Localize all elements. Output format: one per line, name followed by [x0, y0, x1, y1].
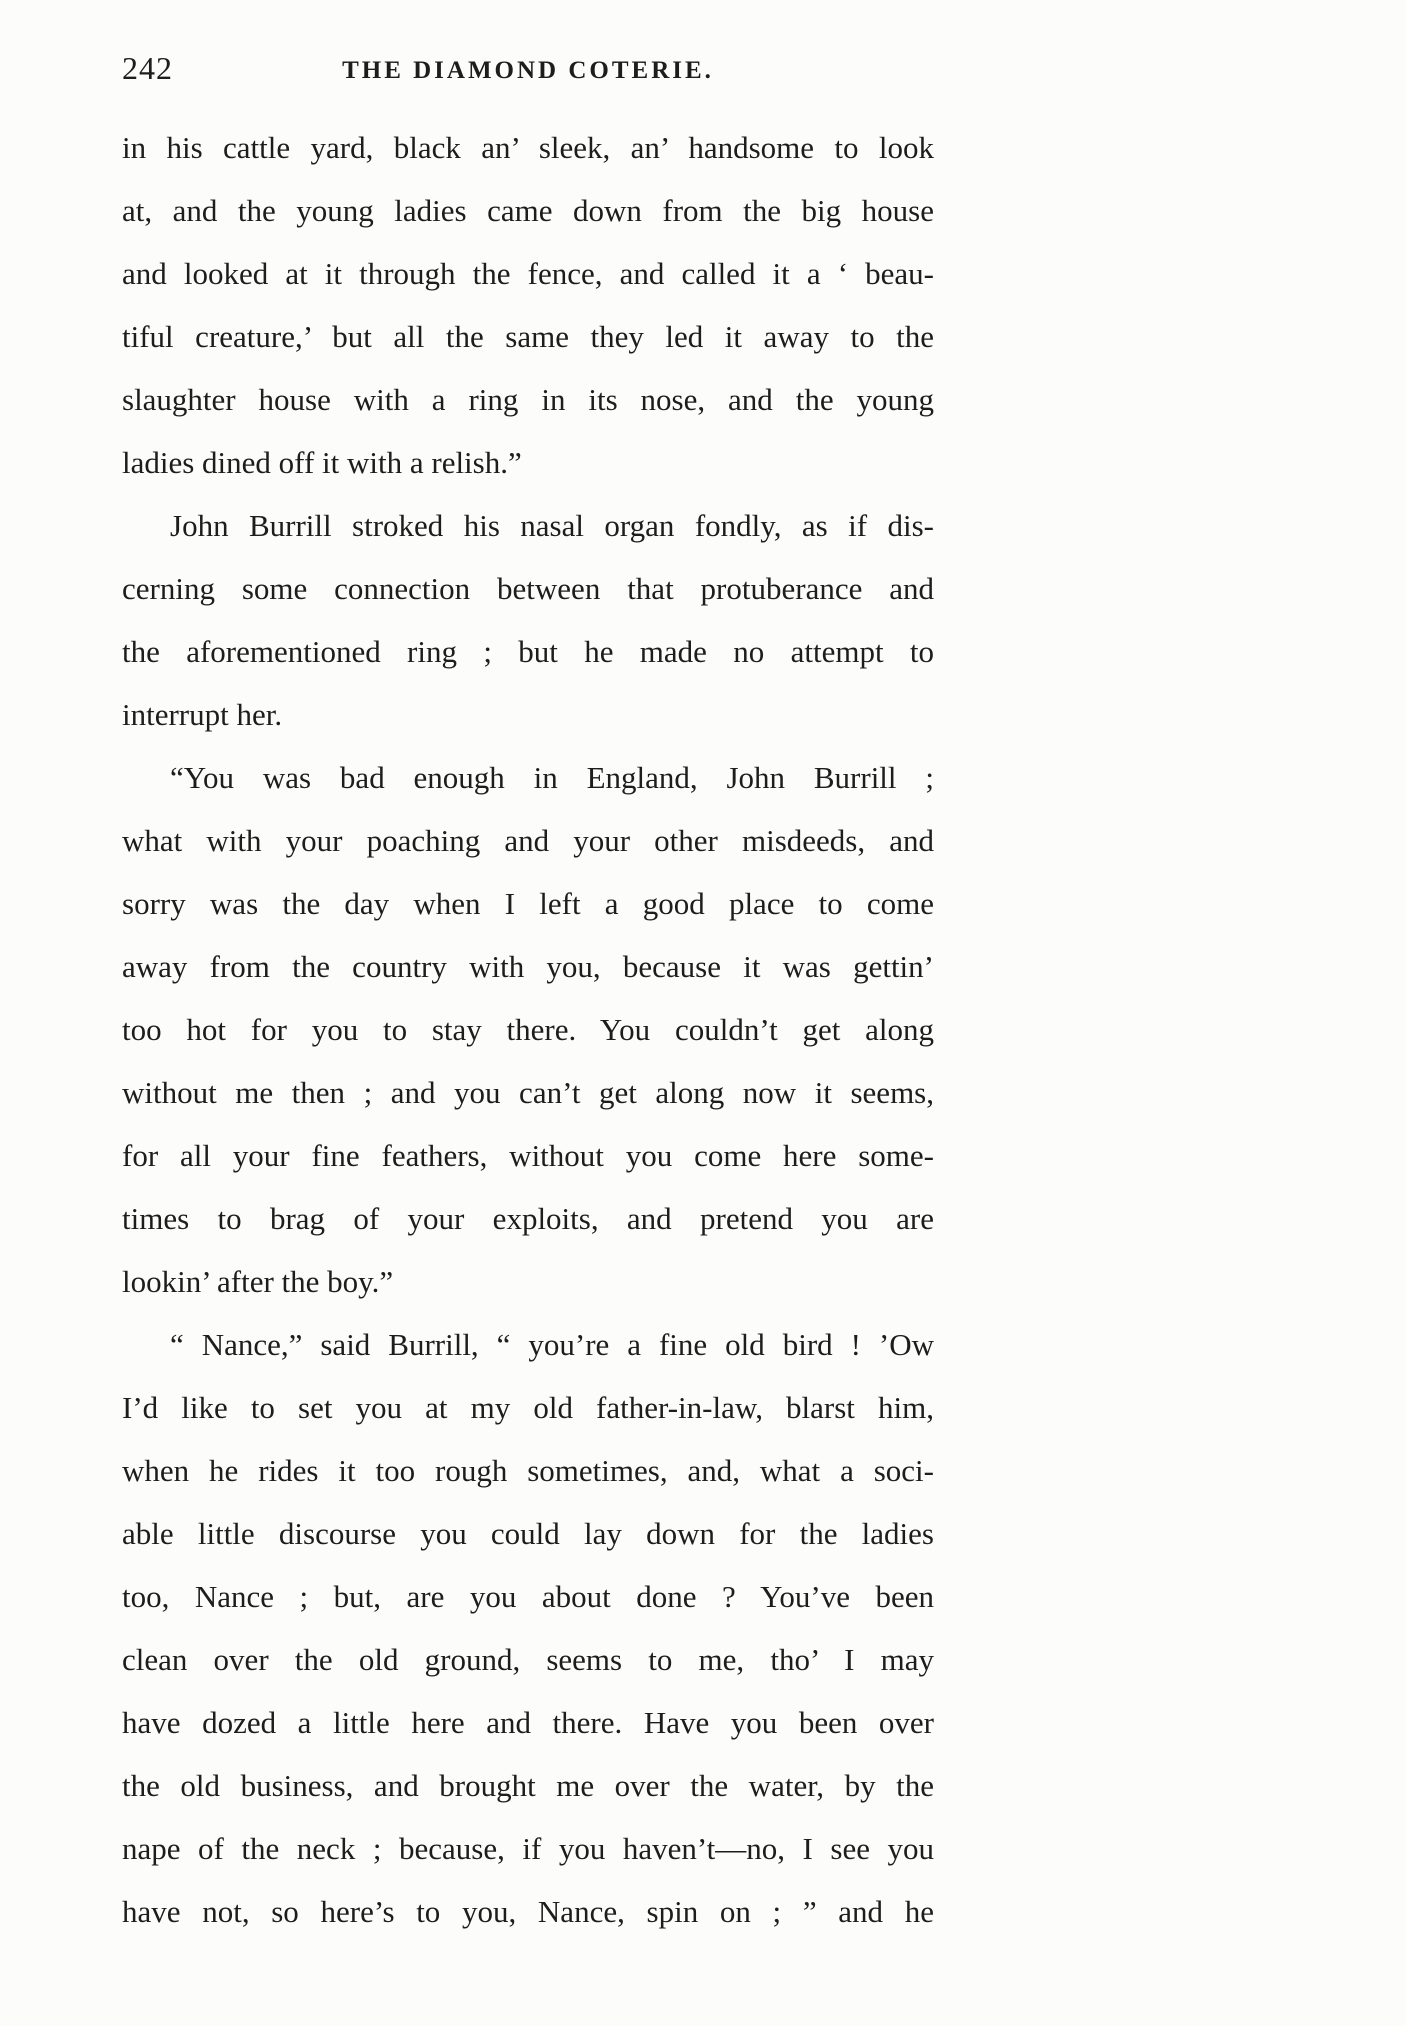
text-line: “ Nance,” said Burrill, “ you’re a fine old bird ! ’Ow	[170, 1327, 934, 1362]
text-line: sorry was the day when I left a good place to come	[122, 886, 934, 921]
text-line: ladies dined off it with a relish.”	[122, 445, 522, 480]
text-block	[122, 116, 934, 1943]
text-line: “You was bad enough in England, John Burrill ;	[170, 760, 934, 795]
text-line: too hot for you to stay there. You couldn’t get along	[122, 1012, 934, 1047]
text-line: away from the country with you, because it was gettin’	[122, 949, 934, 984]
text-line: and looked at it through the fence, and called it a ‘ beau-	[122, 256, 934, 291]
text-line: when he rides it too rough sometimes, and, what a soci-	[122, 1453, 934, 1488]
text-line: have not, so here’s to you, Nance, spin on ; ” and he	[122, 1894, 934, 1929]
text-line: John Burrill stroked his nasal organ fondly, as if dis-	[170, 508, 934, 543]
text-line: too, Nance ; but, are you about done ? You’ve been	[122, 1579, 934, 1614]
text-line: the aforementioned ring ; but he made no attempt to	[122, 634, 934, 669]
text-line: clean over the old ground, seems to me, tho’ I may	[122, 1642, 934, 1677]
paragraph	[122, 746, 934, 1313]
page-number: 242	[122, 50, 173, 86]
text-line: I’d like to set you at my old father-in-law, blarst him,	[122, 1390, 934, 1425]
text-line: lookin’ after the boy.”	[122, 1264, 394, 1299]
text-line: times to brag of your exploits, and pretend you are	[122, 1201, 934, 1236]
text-line: in his cattle yard, black an’ sleek, an’ handsome to look	[122, 130, 934, 165]
running-title: THE DIAMOND COTERIE.	[342, 57, 714, 84]
text-line: what with your poaching and your other misdeeds, and	[122, 823, 934, 858]
page-header	[122, 52, 934, 98]
text-line: the old business, and brought me over the water, by the	[122, 1768, 934, 1803]
text-line: slaughter house with a ring in its nose, and the young	[122, 382, 934, 417]
text-line: able little discourse you could lay down for the ladies	[122, 1516, 934, 1551]
paragraph	[122, 1313, 934, 1943]
text-line: cerning some connection between that protuberance and	[122, 571, 934, 606]
text-line: at, and the young ladies came down from the big house	[122, 193, 934, 228]
paragraph	[122, 116, 934, 494]
text-line: tiful creature,’ but all the same they led it away to the	[122, 319, 934, 354]
text-line: interrupt her.	[122, 697, 283, 732]
text-line: for all your fine feathers, without you come here some-	[122, 1138, 934, 1173]
text-line: have dozed a little here and there. Have you been over	[122, 1705, 934, 1740]
paragraph	[122, 494, 934, 746]
text-line: nape of the neck ; because, if you haven’t—no, I see you	[122, 1831, 934, 1866]
text-line: without me then ; and you can’t get along now it seems,	[122, 1075, 934, 1110]
